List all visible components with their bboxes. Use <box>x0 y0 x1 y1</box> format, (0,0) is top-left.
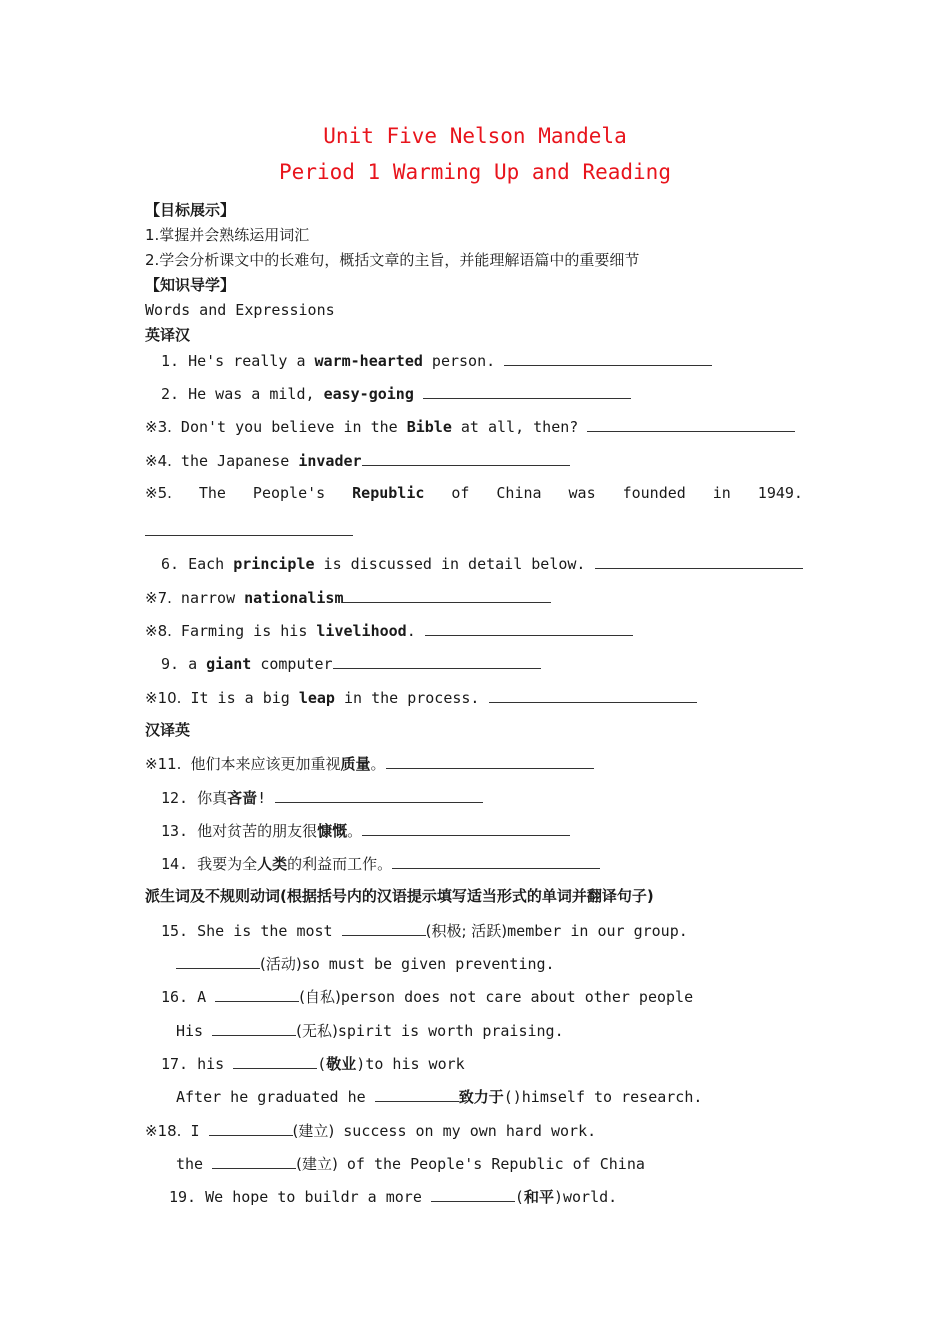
item-number: ※8. <box>145 622 172 640</box>
item-number: 13. <box>161 822 189 840</box>
item-4 <box>145 450 570 471</box>
item-keyword: invader <box>298 452 362 470</box>
item-word: The <box>198 484 226 502</box>
item-text: ! <box>257 789 276 807</box>
cn-en-header: 汉译英 <box>145 721 191 739</box>
item-word: of <box>451 484 470 502</box>
item-hint: 敬业 <box>326 1055 357 1073</box>
item-hint: (建立) <box>296 1155 338 1173</box>
en-cn-header: 英译汉 <box>145 326 191 344</box>
item-word: People's <box>252 484 326 502</box>
item-hint: 和平 <box>523 1188 554 1206</box>
goal-2: 2.学会分析课文中的长难句，概括文章的主旨，并能理解语篇中的重要细节 <box>145 251 640 269</box>
item-keyword: 慷慨 <box>317 822 348 840</box>
item-hint: (建立) <box>292 1122 335 1140</box>
item-text: 你真 <box>197 789 228 807</box>
item-15b <box>176 953 555 974</box>
item-16 <box>161 986 693 1007</box>
item-keyword: nationalism <box>244 589 344 607</box>
answer-blank[interactable] <box>212 1153 296 1169</box>
item-number: 6. <box>161 555 180 573</box>
item-number: ※10. <box>145 689 182 707</box>
answer-blank[interactable] <box>431 1186 515 1202</box>
item-text: spirit is worth praising. <box>337 1022 564 1040</box>
answer-blank[interactable] <box>595 553 803 569</box>
item-13 <box>161 820 570 841</box>
answer-blank[interactable] <box>504 350 712 366</box>
item-keyword: leap <box>298 689 335 707</box>
item-text: 我要为全 <box>197 855 258 873</box>
item-text: 。 <box>370 755 386 773</box>
item-text <box>414 385 423 403</box>
item-text: . <box>406 622 425 640</box>
item-text: It is a big <box>190 689 299 707</box>
item-5-answer <box>145 520 353 541</box>
words-header: Words and Expressions <box>145 301 335 319</box>
answer-blank[interactable] <box>343 587 551 603</box>
answer-blank[interactable] <box>209 1120 293 1136</box>
item-10 <box>145 687 697 708</box>
item-keyword: 人类 <box>257 855 288 873</box>
item-hint: ( <box>317 1055 327 1073</box>
item-text: is discussed in detail below. <box>314 555 595 573</box>
item-text: She is the most <box>197 922 342 940</box>
item-keyword: warm-hearted <box>314 352 423 370</box>
item-12 <box>161 787 483 808</box>
item-15 <box>161 920 688 941</box>
item-hint: (积极; 活跃) <box>425 922 508 940</box>
item-number: 19. <box>169 1188 197 1206</box>
item-number: 1. <box>161 352 180 370</box>
item-text: His <box>176 1022 213 1040</box>
goal-1: 1.掌握并会熟练运用词汇 <box>145 226 310 244</box>
item-hint: (活动) <box>260 955 302 973</box>
item-text: I <box>190 1122 209 1140</box>
item-text: the Japanese <box>180 452 299 470</box>
item-8 <box>145 620 633 641</box>
item-7 <box>145 587 551 608</box>
item-hint: ) <box>356 1055 366 1073</box>
item-text: After he graduated he <box>176 1088 375 1106</box>
item-18 <box>145 1120 596 1141</box>
item-text: so must be given preventing. <box>301 955 555 973</box>
answer-blank[interactable] <box>375 1086 459 1102</box>
item-word: 1949. <box>757 484 803 502</box>
item-text: 。 <box>347 822 363 840</box>
item-text: Don't you believe in the <box>180 418 407 436</box>
item-keyword: principle <box>233 555 315 573</box>
item-14 <box>161 853 600 874</box>
answer-blank[interactable] <box>145 520 353 536</box>
item-number: ※3. <box>145 418 172 436</box>
item-9 <box>161 653 541 674</box>
item-text: at all, then? <box>451 418 588 436</box>
item-keyword: Republic <box>352 484 425 502</box>
item-6 <box>161 553 803 574</box>
item-text: in the process. <box>334 689 489 707</box>
item-number: 9. <box>161 655 180 673</box>
item-text: 他对贫苦的朋友很 <box>197 822 318 840</box>
item-17 <box>161 1053 465 1074</box>
item-keyword: easy-going <box>323 385 414 403</box>
item-keyword: Bible <box>406 418 452 436</box>
item-number: 15. <box>161 922 189 940</box>
item-word: was <box>568 484 596 502</box>
item-keyword: 吝啬 <box>227 789 258 807</box>
item-keyword: 致力于 <box>458 1088 504 1106</box>
item-text: of the People's Republic of China <box>337 1155 645 1173</box>
item-number: 17. <box>161 1055 189 1073</box>
answer-blank[interactable] <box>215 986 299 1002</box>
answer-blank[interactable] <box>333 653 541 669</box>
item-text: the <box>176 1155 213 1173</box>
item-text: a <box>188 655 207 673</box>
item-text: his <box>197 1055 234 1073</box>
item-text: A <box>197 988 216 1006</box>
item-text: computer <box>251 655 333 673</box>
item-word: founded <box>622 484 686 502</box>
item-text: 的利益而工作。 <box>287 855 393 873</box>
item-text: person does not care about other people <box>340 988 694 1006</box>
item-hint: ) <box>553 1188 563 1206</box>
item-number: 12. <box>161 789 189 807</box>
answer-blank[interactable] <box>362 820 570 836</box>
item-5 <box>145 483 803 503</box>
answer-blank[interactable] <box>275 787 483 803</box>
item-text: person. <box>422 352 505 370</box>
item-text: world. <box>562 1188 618 1206</box>
item-number: 16. <box>161 988 189 1006</box>
item-text: to his work <box>365 1055 465 1073</box>
answer-blank[interactable] <box>425 620 633 636</box>
answer-blank[interactable] <box>386 753 594 769</box>
item-number: ※4. <box>145 452 172 470</box>
derivation-header: 派生词及不规则动词(根据括号内的汉语提示填写适当形式的单词并翻译句子) <box>145 887 654 905</box>
item-3 <box>145 416 795 437</box>
item-text: He's really a <box>188 352 315 370</box>
item-18b <box>176 1153 645 1174</box>
answer-blank[interactable] <box>423 383 631 399</box>
item-text: narrow <box>180 589 245 607</box>
item-17b <box>176 1086 702 1107</box>
item-word: China <box>496 484 542 502</box>
item-16b <box>176 1020 564 1041</box>
answer-blank[interactable] <box>342 920 426 936</box>
item-text: Farming is his <box>180 622 317 640</box>
item-number: ※5. <box>145 484 172 502</box>
answer-blank[interactable] <box>587 416 795 432</box>
item-text: 他们本来应该更加重视 <box>190 755 341 773</box>
answer-blank[interactable] <box>176 953 260 969</box>
answer-blank[interactable] <box>233 1053 317 1069</box>
item-19 <box>169 1186 617 1207</box>
item-text: He was a mild, <box>188 385 324 403</box>
item-2 <box>161 383 631 404</box>
item-keyword: livelihood <box>316 622 407 640</box>
answer-blank[interactable] <box>362 450 570 466</box>
item-text: ()himself to research. <box>503 1088 703 1106</box>
item-1 <box>161 350 712 371</box>
item-number: ※18. <box>145 1122 182 1140</box>
goals-header: 【目标展示】 <box>145 201 236 219</box>
guide-header: 【知识导学】 <box>145 276 236 294</box>
item-11 <box>145 753 594 774</box>
item-text: member in our group. <box>507 922 688 940</box>
item-number: ※11. <box>145 755 182 773</box>
answer-blank[interactable] <box>392 853 600 869</box>
answer-blank[interactable] <box>212 1020 296 1036</box>
item-number: ※7. <box>145 589 172 607</box>
item-hint: (自私) <box>299 988 341 1006</box>
item-text: We hope to buildr a more <box>205 1188 431 1206</box>
item-hint: (无私) <box>296 1022 338 1040</box>
item-keyword: giant <box>206 655 252 673</box>
item-text: Each <box>188 555 234 573</box>
item-number: 2. <box>161 385 180 403</box>
page-title: Unit Five Nelson Mandela <box>323 124 627 148</box>
item-keyword: 质量 <box>340 755 371 773</box>
item-word: in <box>712 484 731 502</box>
item-text: success on my own hard work. <box>334 1122 597 1140</box>
item-number: 14. <box>161 855 189 873</box>
page-subtitle: Period 1 Warming Up and Reading <box>279 160 671 184</box>
answer-blank[interactable] <box>489 687 697 703</box>
item-hint: ( <box>514 1188 524 1206</box>
